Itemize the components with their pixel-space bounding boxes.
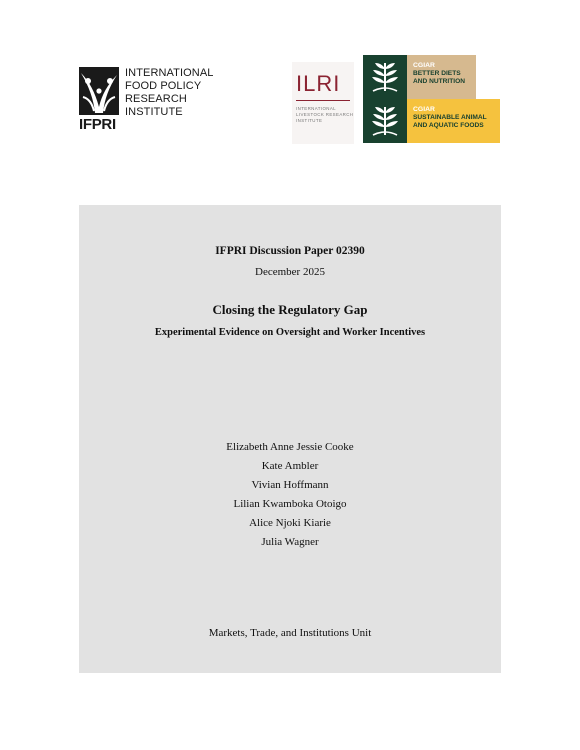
cgiar-program-line: BETTER DIETS xyxy=(413,70,461,77)
cover-box xyxy=(79,205,501,673)
ilri-logo xyxy=(292,62,354,144)
ilri-name-line: LIVESTOCK RESEARCH xyxy=(296,112,354,117)
ilri-name-line: INTERNATIONAL xyxy=(296,106,337,111)
paper-series: IFPRI Discussion Paper 02390 xyxy=(215,245,365,257)
ifpri-people-emblem-icon xyxy=(79,67,119,115)
cgiar-program-line: AND NUTRITION xyxy=(413,78,466,85)
paper-title: Closing the Regulatory Gap xyxy=(212,302,368,317)
author-name: Lilian Kwamboka Otoigo xyxy=(233,498,347,510)
ilri-acronym: ILRI xyxy=(296,71,341,96)
ifpri-acronym: IFPRI xyxy=(79,116,116,133)
ilri-name-line: INSTITUTE xyxy=(296,118,323,123)
cgiar-program-line: AND AQUATIC FOODS xyxy=(413,122,484,129)
cgiar-better-diets-logo xyxy=(363,55,500,99)
ilri-full-name xyxy=(296,106,354,124)
ifpri-name-line: FOOD POLICY xyxy=(125,80,202,92)
ifpri-logo xyxy=(79,67,219,135)
author-name: Elizabeth Anne Jessie Cooke xyxy=(226,441,354,453)
cgiar-wheat-emblem-icon xyxy=(363,99,407,143)
ifpri-name-line: INSTITUTE xyxy=(125,106,183,118)
cgiar-panel xyxy=(407,55,476,99)
cgiar-org-label: CGIAR xyxy=(413,106,435,113)
publication-date: December 2025 xyxy=(255,266,325,278)
paper-subtitle: Experimental Evidence on Oversight and Worker Incentives xyxy=(154,327,426,338)
cgiar-wheat-emblem-icon xyxy=(363,55,407,99)
ifpri-full-name xyxy=(125,67,214,119)
ilri-divider xyxy=(296,100,350,101)
author-name: Alice Njoki Kiarie xyxy=(249,517,331,529)
cgiar-program-line: SUSTAINABLE ANIMAL xyxy=(413,114,487,121)
author-name: Julia Wagner xyxy=(261,536,319,548)
ifpri-name-line: RESEARCH xyxy=(125,93,187,105)
cgiar-sustainable-foods-logo xyxy=(363,99,500,143)
author-name: Vivian Hoffmann xyxy=(251,479,329,491)
cgiar-panel xyxy=(407,99,500,143)
ifpri-name-line: INTERNATIONAL xyxy=(125,67,214,79)
research-unit: Markets, Trade, and Institutions Unit xyxy=(208,627,372,639)
author-list xyxy=(79,438,501,552)
cgiar-org-label: CGIAR xyxy=(413,62,435,69)
author-name: Kate Ambler xyxy=(261,460,319,472)
